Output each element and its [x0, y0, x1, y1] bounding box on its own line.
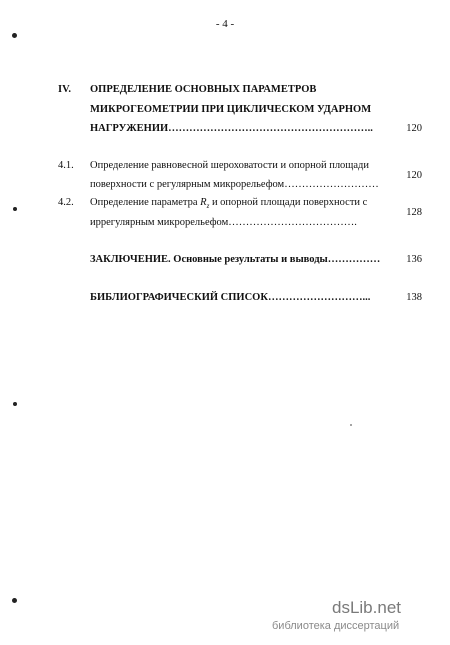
scan-mark	[12, 33, 17, 38]
page-number: - 4 -	[215, 18, 235, 30]
scan-mark	[13, 402, 17, 406]
entry-iv-page: 120	[406, 123, 422, 134]
entry-iv-title-line3: НАГРУЖЕНИИ…………………………………………………..	[90, 123, 373, 134]
watermark-logo: dsLib.net	[332, 598, 401, 617]
watermark-caption: библиотека диссертаций	[272, 620, 400, 632]
entry-iv-number: IV.	[58, 84, 71, 95]
entry-4-1-line1: Определение равновесной шероховатости и опорной площади	[90, 160, 370, 171]
scan-speck	[350, 424, 352, 426]
entry-4-2-line2: иррегулярным микрорельефом……………………………….	[90, 217, 357, 228]
rz-symbol: $R_z$	[200, 197, 210, 211]
bibliography-page: 138	[406, 292, 422, 303]
scan-mark	[12, 598, 17, 603]
entry-4-2-line1-before: Определение параметра	[90, 197, 198, 208]
entry-iv-title-line2: МИКРОГЕОМЕТРИИ ПРИ ЦИКЛИЧЕСКОМ УДАРНОМ	[90, 104, 372, 115]
entry-4-2-number: 4.2.	[58, 197, 74, 208]
scan-mark	[13, 207, 17, 211]
bibliography-title: БИБЛИОГРАФИЧЕСКИЙ СПИСОК………………………...	[90, 292, 371, 303]
entry-4-1-page: 120	[406, 170, 422, 181]
conclusion-page: 136	[406, 254, 422, 265]
entry-4-2-page: 128	[406, 207, 422, 218]
entry-4-1-number: 4.1.	[58, 160, 74, 171]
entry-4-2-line1	[90, 197, 367, 210]
conclusion-title: ЗАКЛЮЧЕНИЕ. Основные результаты и выводы……………	[90, 254, 381, 265]
entry-4-1-line2: поверхности с регулярным микрорельефом………………………	[90, 179, 379, 190]
entry-4-2-line1-after: и опорной площади поверхности с	[211, 197, 368, 208]
entry-iv-title-line1: ОПРЕДЕЛЕНИЕ ОСНОВНЫХ ПАРАМЕТРОВ	[90, 84, 317, 95]
